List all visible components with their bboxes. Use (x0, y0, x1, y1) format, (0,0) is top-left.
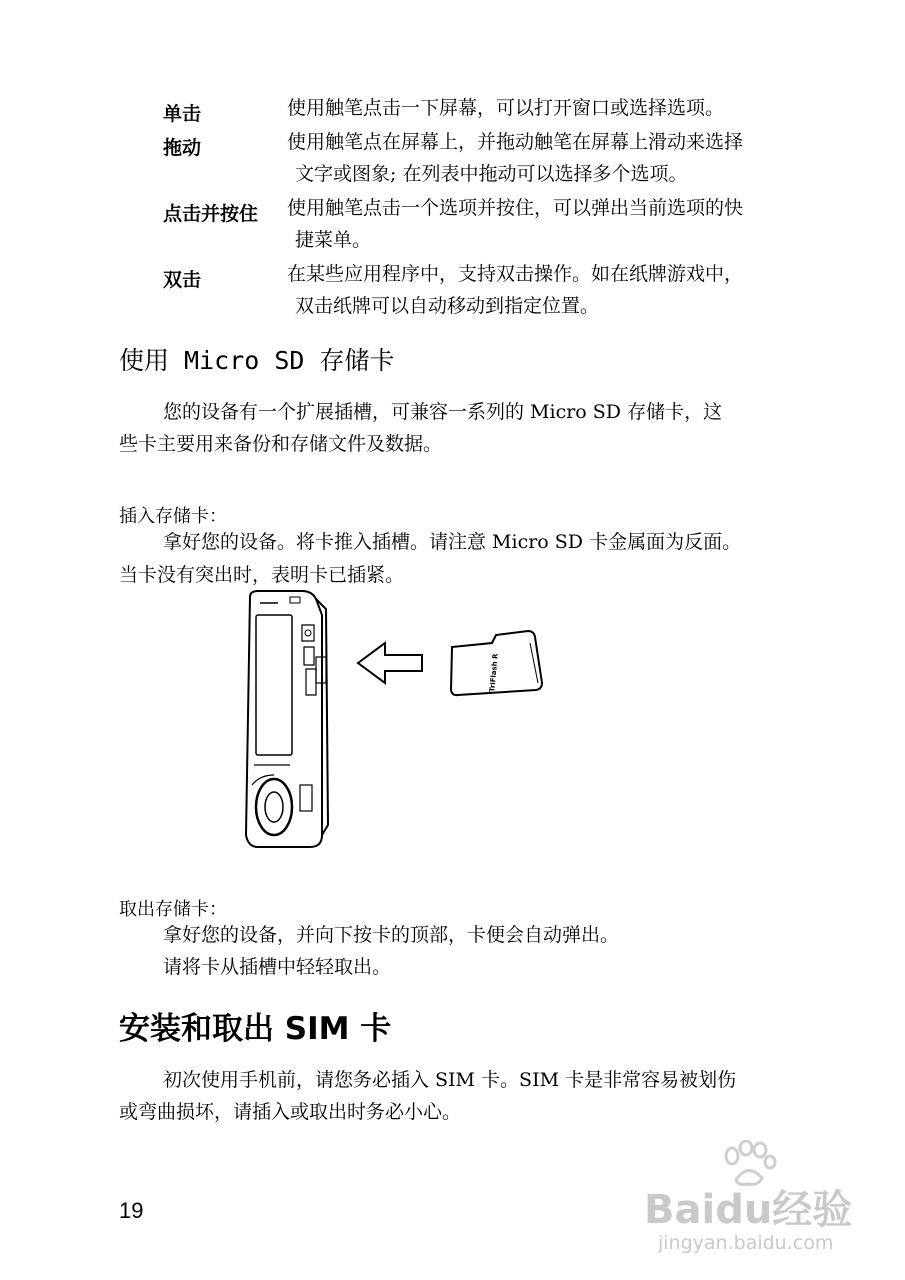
remove-card-text-2: 请将卡从插槽中轻轻取出。 (163, 956, 392, 978)
watermark-brand: Baidu经验 (644, 1187, 853, 1233)
sim-heading: 安装和取出 SIM 卡 (119, 1011, 392, 1047)
remove-card-title: 取出存储卡： (119, 899, 227, 920)
insert-card-text-1: 拿好您的设备。将卡推入插槽。请注意 Micro SD 卡金属面为反面。 (163, 531, 742, 553)
desc-tap: 使用触笔点击一下屏幕，可以打开窗口或选择选项。 (287, 97, 725, 119)
term-tap-hold: 点击并按住 (163, 203, 259, 225)
phone-illustration (246, 591, 328, 847)
card-label: TriFlash R (488, 653, 500, 693)
watermark-url: jingyan.baidu.com (658, 1232, 834, 1254)
sd-insert-illustration (230, 585, 560, 855)
sim-text-2: 或弯曲损坏，请插入或取出时务必小心。 (119, 1101, 462, 1123)
term-double-tap: 双击 (163, 269, 202, 291)
sd-heading: 使用 Micro SD 存储卡 (119, 346, 395, 375)
microsd-card-icon (451, 631, 542, 695)
sim-text-1: 初次使用手机前，请您务必插入 SIM 卡。SIM 卡是非常容易被划伤 (163, 1069, 737, 1091)
sd-intro-1: 您的设备有一个扩展插槽，可兼容一系列的 Micro SD 存储卡，这 (163, 401, 723, 423)
term-tap: 单击 (163, 103, 202, 125)
remove-card-text-1: 拿好您的设备，并向下按卡的顶部，卡便会自动弹出。 (163, 924, 620, 946)
desc-double-tap-1: 在某些应用程序中，支持双击操作。如在纸牌游戏中， (287, 263, 744, 285)
desc-tap-hold-2: 捷菜单。 (295, 229, 372, 251)
desc-drag-2: 文字或图象; 在列表中拖动可以选择多个选项。 (295, 163, 688, 185)
desc-double-tap-2: 双击纸牌可以自动移动到指定位置。 (295, 295, 600, 317)
arrow-left-icon (358, 643, 422, 683)
insert-card-text-2: 当卡没有突出时，表明卡已插紧。 (119, 564, 405, 586)
desc-drag-1: 使用触笔点在屏幕上，并拖动触笔在屏幕上滑动来选择 (287, 131, 744, 153)
desc-tap-hold-1: 使用触笔点击一个选项并按住，可以弹出当前选项的快 (287, 197, 744, 219)
term-drag: 拖动 (163, 137, 202, 159)
page-number: 19 (119, 1198, 144, 1223)
baidu-watermark (638, 1140, 888, 1270)
sd-intro-2: 些卡主要用来备份和存储文件及数据。 (119, 433, 443, 455)
insert-card-title: 插入存储卡： (119, 506, 227, 527)
